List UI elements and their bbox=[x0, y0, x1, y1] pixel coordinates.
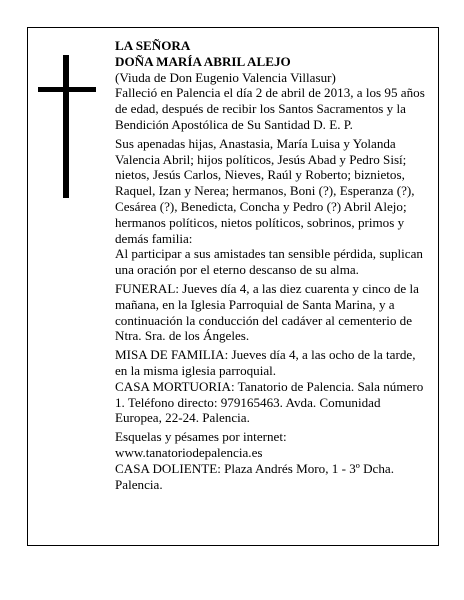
family-mass-info: MISA DE FAMILIA: Jueves día 4, a las ocho de la tarde, en la misma iglesia parroquial. bbox=[115, 347, 416, 378]
heading-title: LA SEÑORA bbox=[115, 38, 191, 53]
funeral-home-info: CASA MORTUORIA: Tanatorio de Palencia. Sala número 1. Teléfono directo: 979165463. Avda. Comunidad Europea, 22-24. Palencia. bbox=[115, 378, 424, 426]
cross-horizontal-bar bbox=[38, 87, 96, 92]
online-condolences: Esquelas y pésames por internet: www.tanatoriodepalencia.es bbox=[115, 429, 287, 460]
funeral-info: FUNERAL: Jueves día 4, a las diez cuarenta y cinco de la mañana, en la Iglesia Parroquial de Santa Marina, y a continuación la conducción del cadáver al cementerio de Ntra. Sra. de los Ángeles. bbox=[115, 280, 419, 344]
obituary-text bbox=[115, 38, 425, 492]
widow-of: (Viuda de Don Eugenio Valencia Villasur) bbox=[115, 69, 336, 85]
mourning-house-info: CASA DOLIENTE: Plaza Andrés Moro, 1 - 3º Dcha. Palencia. bbox=[115, 460, 394, 492]
family-list: Sus apenadas hijas, Anastasia, María Luisa y Yolanda Valencia Abril; hijos políticos, Jesús Abad y Pedro Sisí; nietos, Jesús Carlos, Nieves, Raúl y Roberto; biznietos, Raquel, Izan y Nerea; hermanos, Boni (?), Esperanza (?), Cesárea (?), Benedicta, Concha y Pedro (?) Abril Alejo; hermanos políticos, nietos políticos, sobrinos, primos y demás familia: bbox=[115, 135, 415, 246]
cross-icon bbox=[38, 55, 96, 198]
deceased-name: DOÑA MARÍA ABRIL ALEJO bbox=[115, 53, 291, 69]
death-notice: Falleció en Palencia el día 2 de abril de 2013, a los 95 años de edad, después de recibir los Santos Sacramentos y la Bendición Apostólica de Su Santidad D. E. P. bbox=[115, 85, 425, 132]
cross-vertical-bar bbox=[63, 55, 69, 198]
prayer-request: Al participar a sus amistades tan sensible pérdida, suplican una oración por el eterno descanso de su alma. bbox=[115, 246, 423, 278]
